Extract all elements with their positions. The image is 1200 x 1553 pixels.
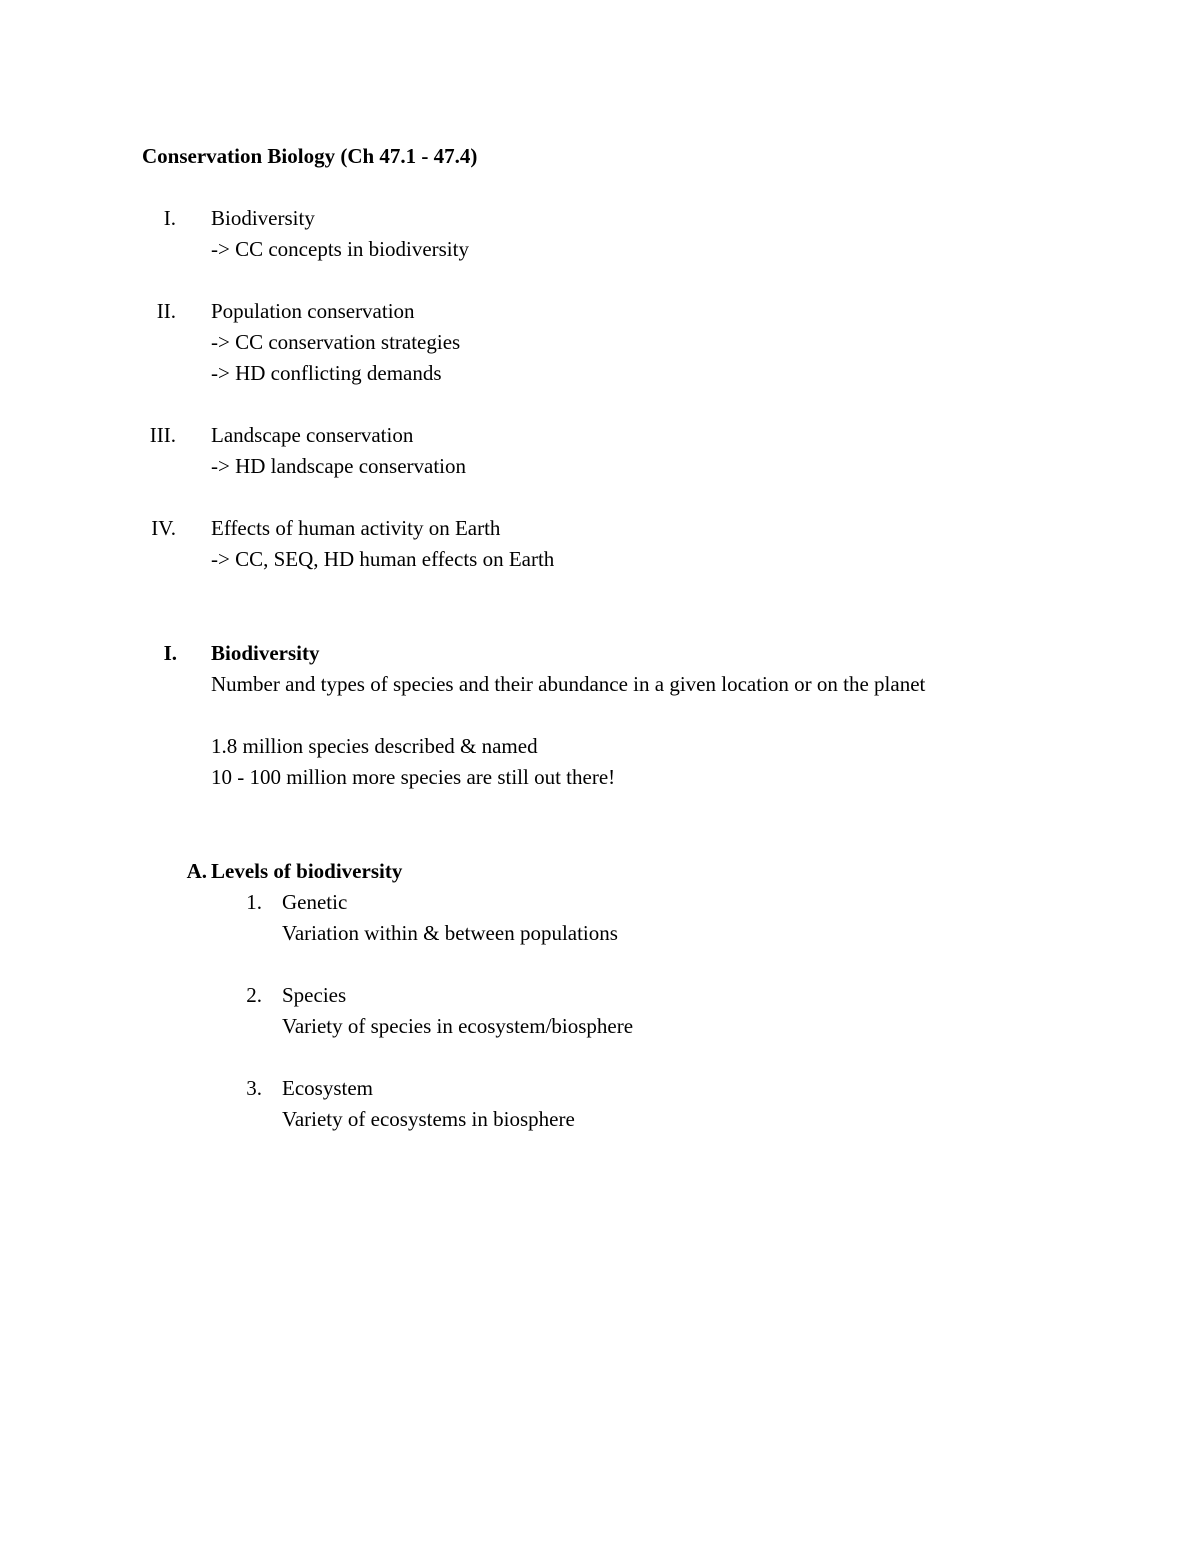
section-definition: Number and types of species and their abundance in a given location or on the planet: [211, 672, 926, 696]
level-name-3: Ecosystem: [282, 1076, 373, 1100]
level-number-2: 2.: [246, 983, 262, 1007]
level-description-1: Variation within & between populations: [282, 921, 618, 945]
subsection-heading: Levels of biodiversity: [211, 859, 403, 883]
level-name-1: Genetic: [282, 890, 348, 914]
section-fact-2: 10 - 100 million more species are still out there!: [211, 765, 616, 789]
outline-numeral-2: II.: [156, 299, 176, 323]
level-description-3: Variety of ecosystems in biosphere: [282, 1107, 575, 1131]
level-name-2: Species: [282, 983, 347, 1007]
level-number-3: 3.: [246, 1076, 262, 1100]
outline-heading-3: Landscape conservation: [211, 423, 414, 447]
outline-sub-4-1: -> CC, SEQ, HD human effects on Earth: [211, 547, 555, 571]
page-title: Conservation Biology (Ch 47.1 - 47.4): [142, 144, 478, 168]
outline-heading-4: Effects of human activity on Earth: [211, 516, 501, 540]
outline-numeral-1: I.: [163, 206, 176, 230]
outline-heading-1: Biodiversity: [211, 206, 315, 230]
outline-heading-2: Population conservation: [211, 299, 415, 323]
outline-numeral-4: IV.: [151, 516, 176, 540]
level-number-1: 1.: [246, 890, 262, 914]
outline-sub-2-1: -> CC conservation strategies: [211, 330, 461, 354]
section-fact-1: 1.8 million species described & named: [211, 734, 538, 758]
outline-sub-2-2: -> HD conflicting demands: [211, 361, 442, 385]
outline-numeral-3: III.: [149, 423, 176, 447]
section-numeral: I.: [163, 641, 177, 665]
section-heading: Biodiversity: [211, 641, 320, 665]
level-description-2: Variety of species in ecosystem/biosphere: [282, 1014, 634, 1038]
outline-sub-1-1: -> CC concepts in biodiversity: [211, 237, 469, 261]
subsection-letter: A.: [186, 859, 207, 883]
outline-sub-3-1: -> HD landscape conservation: [211, 454, 467, 478]
